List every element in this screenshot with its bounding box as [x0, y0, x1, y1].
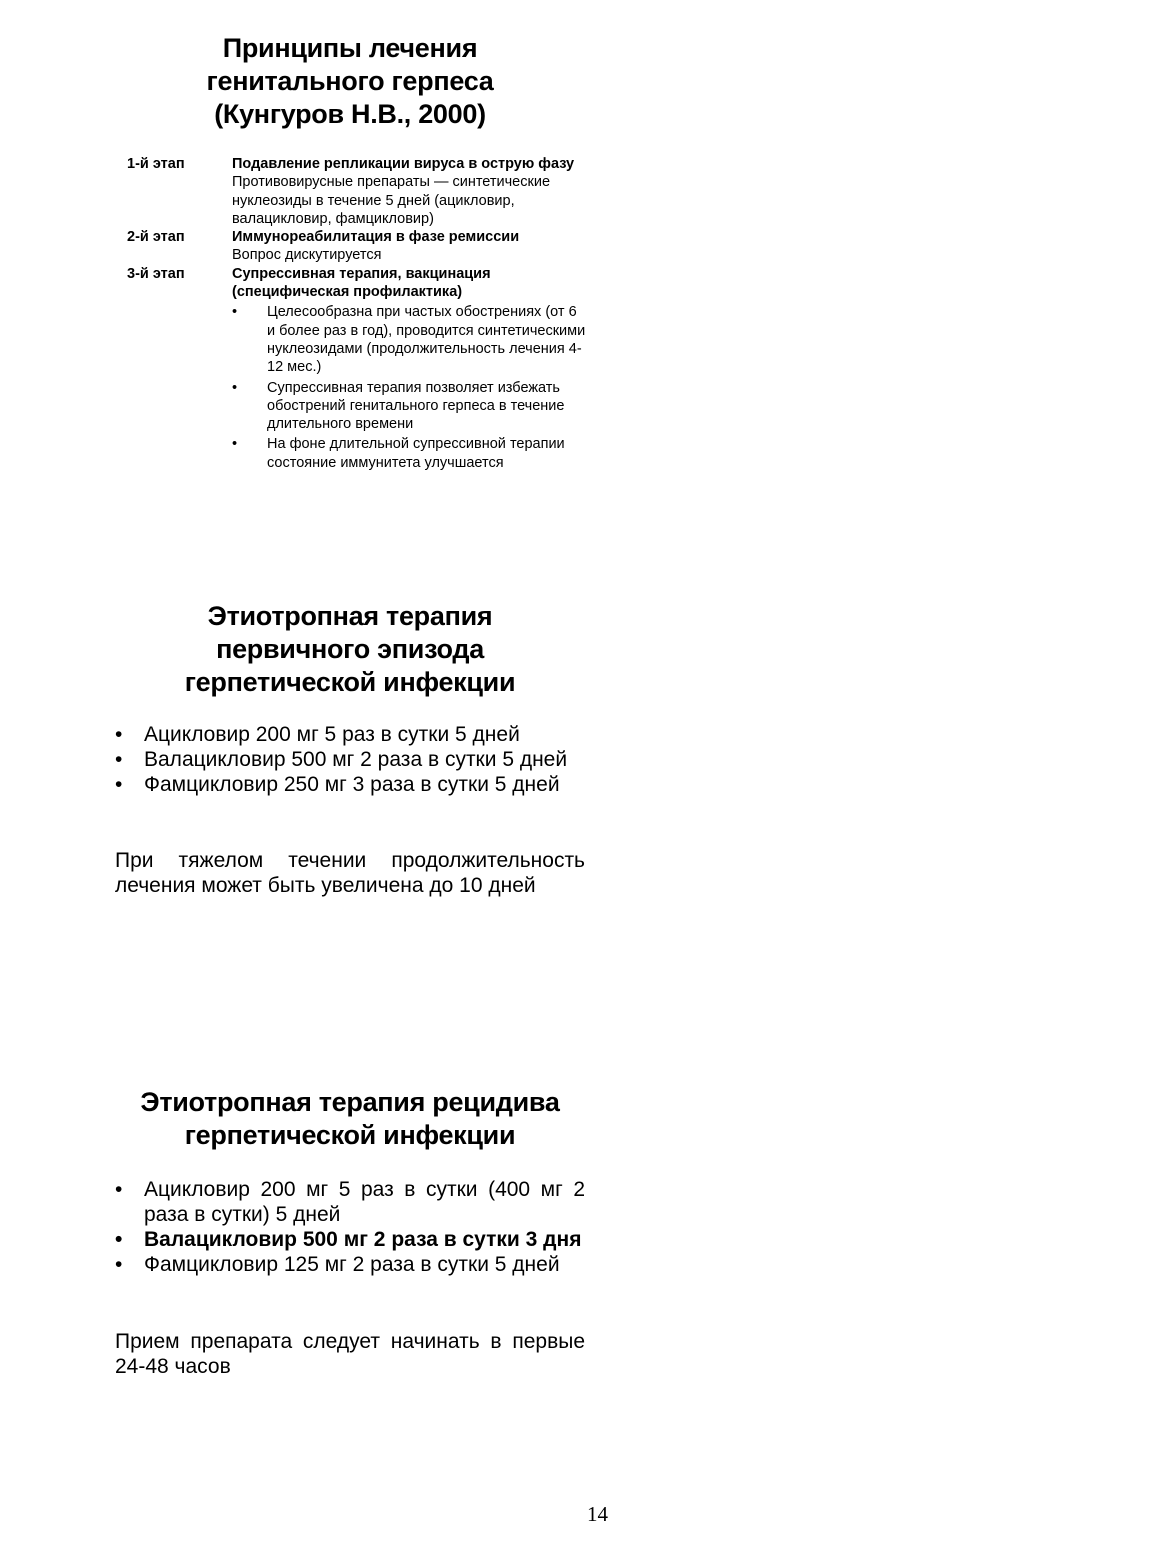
list-item-highlighted [115, 1227, 585, 1252]
list-item [115, 772, 585, 797]
bullet-icon: • [115, 773, 123, 796]
stage-3 [127, 265, 587, 472]
title-line: генитального герпеса [206, 66, 494, 96]
list-item-text: Ацикловир 200 мг 5 раз в сутки (400 мг 2 раза в сутки) 5 дней [144, 1178, 585, 1226]
primary-note: При тяжелом течении продолжительность лечения может быть увеличена до 10 дней [115, 849, 585, 897]
title-line: Этиотропная терапия [207, 601, 493, 631]
title-line: герпетической инфекции [184, 667, 516, 697]
page-number: 14 [587, 1502, 608, 1526]
list-item-text: Фамцикловир 125 мг 2 раза в сутки 5 дней [144, 1253, 560, 1276]
list-item-text: Ацикловир 200 мг 5 раз в сутки 5 дней [144, 723, 520, 746]
stage-label: 3-й этап [127, 265, 185, 282]
recurrence-note: Прием препарата следует начинать в первые 24-48 часов [115, 1330, 585, 1378]
section-primary-episode [115, 600, 585, 699]
list-item-text: Валацикловир 500 мг 2 раза в сутки 5 дней [144, 748, 568, 771]
section3-title [115, 1086, 585, 1152]
bullet-icon: • [115, 723, 123, 746]
section1-title [115, 32, 585, 131]
stage-text: Противовирусные препараты — синтетические нуклеозиды в течение 5 дней (ацикловир, валацикловир, фамцикловир) [232, 174, 551, 227]
stage-title: Супрессивная терапия, вакцинация (специфическая профилактика) [232, 265, 491, 301]
list-item [115, 1177, 585, 1227]
title-line: (Кунгуров Н.В., 2000) [214, 99, 486, 129]
bullet-icon: • [232, 436, 238, 453]
list-item-text: Целесообразна при частых обострениях (от 6 и более раз в год), проводится синтетическими нуклеозидами (продолжительность лечения 4-12 мес.) [267, 304, 586, 376]
bullet-icon: • [232, 379, 238, 396]
stage-label: 2-й этап [127, 229, 185, 246]
stages-list [127, 155, 587, 472]
title-line: Этиотропная терапия рецидива [140, 1087, 560, 1117]
stage-title: Иммунореабилитация в фазе ремиссии [232, 229, 520, 246]
stage-bullets [232, 303, 587, 472]
stage-label: 1-й этап [127, 156, 185, 172]
list-item [232, 379, 587, 434]
stage-text: Вопрос дискутируется [232, 247, 382, 264]
bullet-icon: • [115, 1228, 123, 1251]
title-line: герпетической инфекции [184, 1120, 516, 1150]
section-treatment-principles [115, 32, 585, 131]
section-recurrence [115, 1086, 585, 1152]
list-item-text: Валацикловир 500 мг 2 раза в сутки 3 дня [144, 1228, 582, 1251]
list-item [115, 1252, 585, 1277]
list-item-text: Фамцикловир 250 мг 3 раза в сутки 5 дней [144, 773, 560, 796]
list-item-text: На фоне длительной супрессивной терапии состояние иммунитета улучшается [267, 436, 565, 471]
bullet-icon: • [115, 1178, 123, 1201]
bullet-icon: • [115, 748, 123, 771]
list-item-text: Супрессивная терапия позволяет избежать обострений генитального герпеса в течение длительного времени [267, 379, 565, 433]
bullet-icon: • [232, 304, 238, 321]
stage-2 [127, 228, 587, 265]
recurrence-drug-list [115, 1177, 585, 1277]
title-line: первичного эпизода [216, 634, 484, 664]
title-line: Принципы лечения [222, 33, 478, 63]
stage-title: Подавление репликации вируса в острую фазу [232, 156, 575, 172]
list-item [232, 435, 587, 472]
section2-title [115, 600, 585, 699]
list-item [115, 747, 585, 772]
bullet-icon: • [115, 1253, 123, 1276]
primary-drug-list [115, 722, 585, 797]
stage-1 [127, 155, 587, 228]
list-item [115, 722, 585, 747]
list-item [232, 303, 587, 376]
